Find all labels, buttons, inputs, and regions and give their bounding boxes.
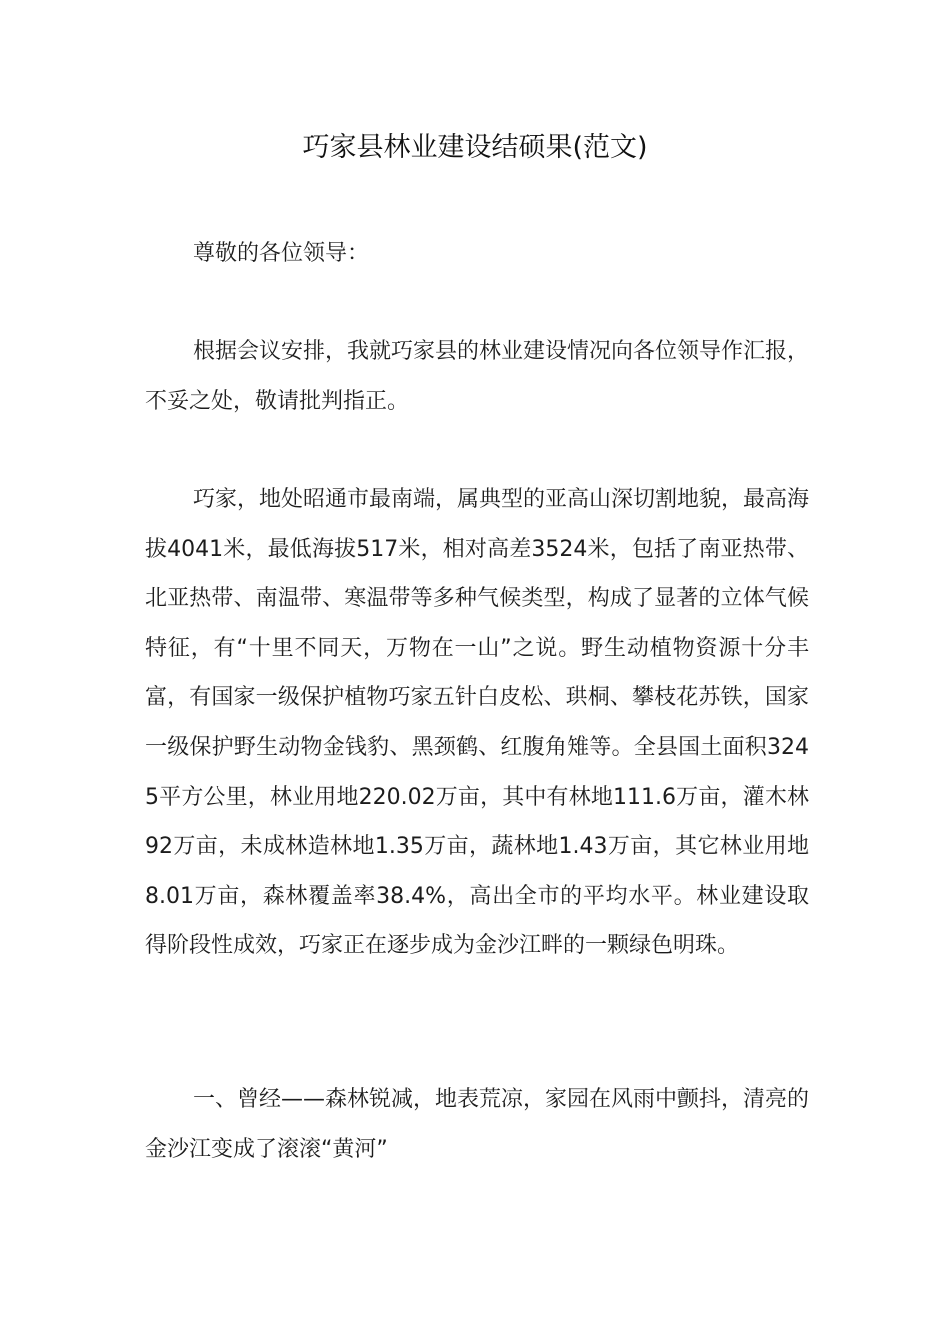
document-title: 巧家县林业建设结硕果(范文) [302, 132, 648, 163]
greeting-paragraph: 尊敬的各位领导： [193, 241, 370, 266]
section-1-heading: 一、曾经——森林锐减，地表荒凉，家园在风雨中颤抖，清亮的金沙江变成了滚滚“黄河” [145, 1087, 810, 1162]
intro-paragraph: 根据会议安排，我就巧家县的林业建设情况向各位领导作汇报，不妥之处，敬请批判指正。 [145, 339, 810, 414]
overview-paragraph: 巧家，地处昭通市最南端，属典型的亚高山深切割地貌，最高海拔4041米，最低海拔517米，相对高差3524米，包括了南亚热带、北亚热带、南温带、寒温带等多种气候类型，构成了显著的立体气候特征，有“十里不同天，万物在一山”之说。野生动植物资源十分丰富，有国家一级保护植物巧家五针白皮松、珙桐、攀枝花苏铁，国家一级保护野生动物金钱豹、黑颈鹤、红腹角雉等。全县国土面积3245平方公里，林业用地220.02万亩，其中有林地111.6万亩，灌木林92万亩，未成林造林地1.35万亩，蔬林地1.43万亩，其它林业用地8.01万亩，森林覆盖率38.4%，高出全市的平均水平。林业建设取得阶段性成效，巧家正在逐步成为金沙江畔的一颗绿色明珠。 [145, 487, 810, 959]
